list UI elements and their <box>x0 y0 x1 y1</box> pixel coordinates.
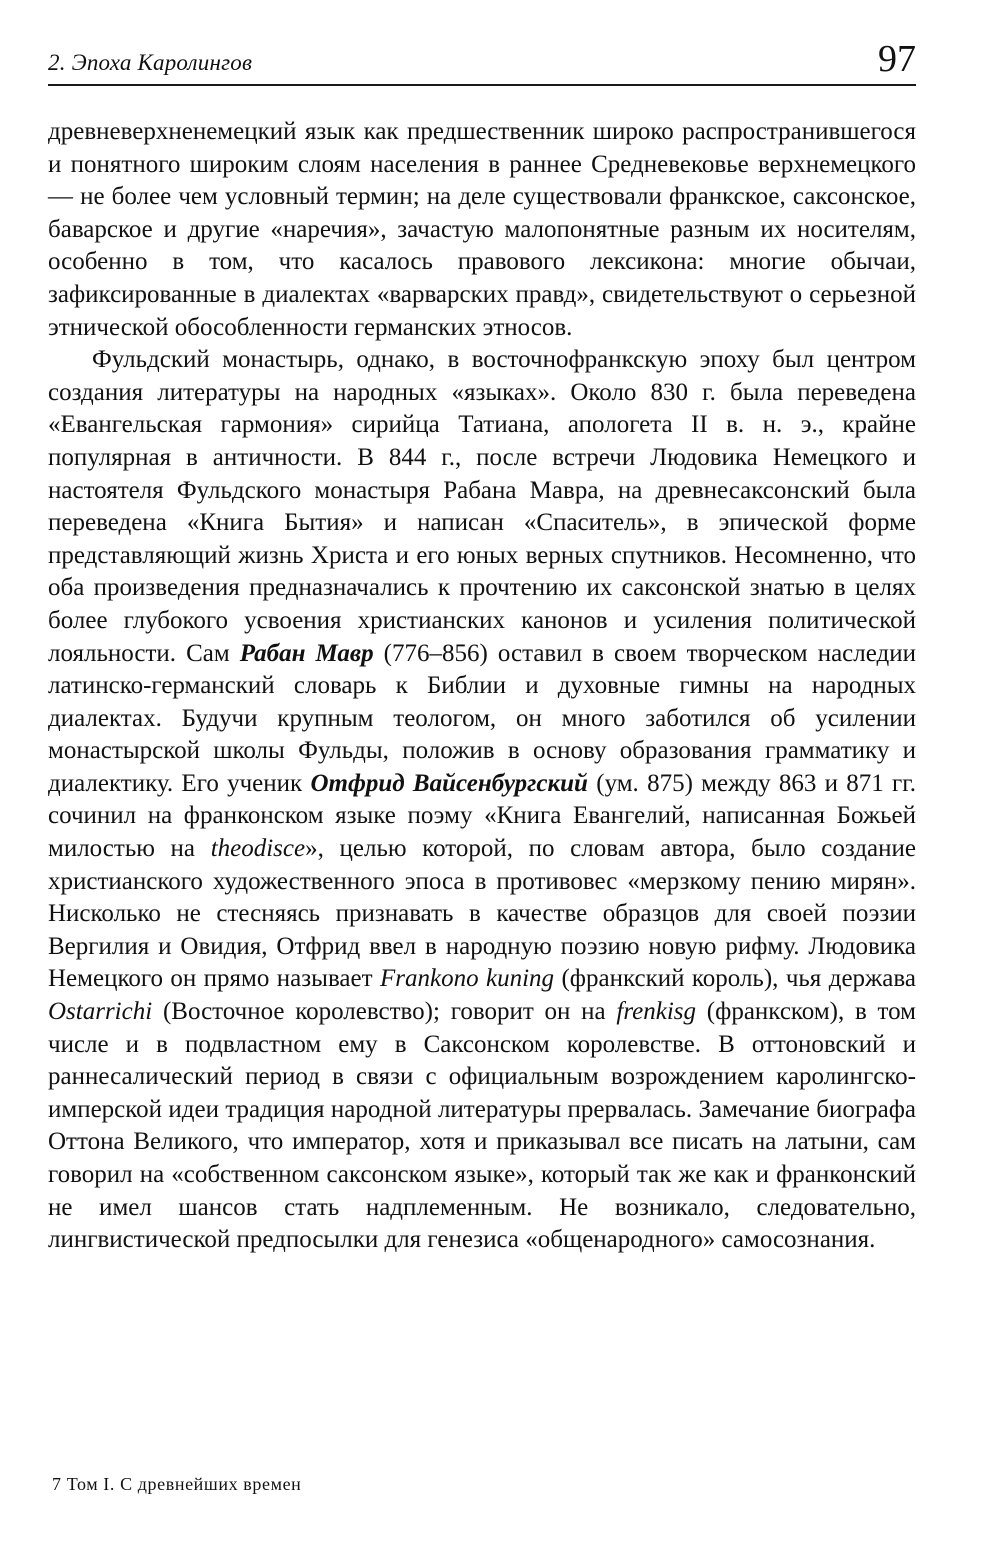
paragraph-2-part-1: Фульдский монастырь, однако, в восточнофранкскую эпоху был центром создания литературы на народных «языках». Около 830 г. была переведена «Евангельская гармония» сирийца Татиана, апологета II в. н. э., крайне популярная в античности. В 844 г., после встречи Людовика Немецкого и настоятеля Фульдского монастыря Рабана Мавра, на древнесаксонский была переведена «Книга Бытия» и написан «Спаситель», в эпической форме представляющий жизнь Христа и его юных верных спутников. Несомненно, что оба произведения предназначались к прочтению их саксонской знатью в целях более глубокого усвоения христианских канонов и усиления политической лояльности. Сам <box>48 346 916 667</box>
page-number: 97 <box>878 38 916 80</box>
term-theodisce: theodisce <box>210 835 306 863</box>
paragraph-2-part-2: (776–856) оставил в своем творческом наследии латинско-германский словарь к Библии и духовные гимны на народных диалектах. Будучи крупным теологом, он много заботился об усилении монастырской школы Фульды, положив в основу образования грамматику и диалектику. Его ученик <box>48 639 916 797</box>
term-frenkisg: frenkisg <box>616 998 697 1026</box>
paragraph-2 <box>48 344 916 1257</box>
running-head: 2. Эпоха Каролингов <box>48 50 253 75</box>
name-raban-maur: Рабан Мавр <box>239 639 374 667</box>
paragraph-2-part-4: », целью которой, по словам автора, было создание христианского художественного эпоса в противовес «мерзкому пению мирян». Нисколько не стесняясь признавать в качестве образцов для своей поэзии Вергилия и Овидия, Отфрид ввел в народную поэзию новую рифму. Людовика Немецкого он прямо называет <box>48 835 916 993</box>
paragraph-1: древневерхненемецкий язык как предшественник широко распространившегося и понятного широким слоям населения в раннее Средневековье верхнемецкого — не более чем условный термин; на деле существовали франкское, саксонское, баварское и другие «наречия», зачастую малопонятные разным их носителям, особенно в том, что касалось правового лексикона: многие обычаи, зафиксированные в диалектах «варварских правд», свидетельствуют о серьезной этнической обособленности германских этносов. <box>48 118 916 341</box>
printer-signature: 7 Том I. С древнейших времен <box>52 1474 302 1494</box>
term-frankono-kuning: Frankono kuning <box>379 965 555 993</box>
name-otfrid: Отфрид Вайсенбургский <box>310 769 588 797</box>
paragraph-2-part-7: (франкском), в том числе и в подвластном ему в Саксонском королевстве. В оттоновский и раннесалический период в связи с официальным возрождением каролингско-имперской идеи традиция народной литературы прервалась. Замечание биографа Оттона Великого, что император, хотя и приказывал все писать на латыни, сам говорил на «собственном саксонском языке», который так же как и франконский не имел шансов стать надплеменным. Не возникало, следовательно, лингвистической предпосылки для генезиса «общенародного» самосознания. <box>48 998 916 1254</box>
paragraph-2-part-3: (ум. 875) между 863 и 871 гг. сочинил на франконском языке поэму «Книга Евангелий, написанная Божьей милостью на <box>48 769 916 863</box>
paragraph-2-part-5: (франкский король), чья держава <box>554 965 916 993</box>
term-ostarrichi: Ostarrichi <box>48 998 153 1026</box>
paragraph-2-part-6: (Восточное королевство); говорит он на <box>152 998 617 1026</box>
page-header <box>48 40 916 86</box>
body-text <box>48 116 916 1257</box>
